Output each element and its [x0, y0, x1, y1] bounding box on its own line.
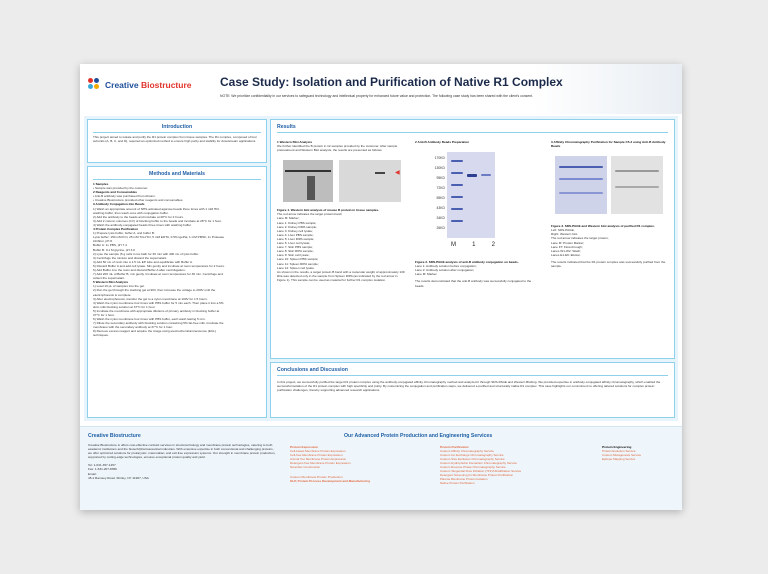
legend-line: Lane M: Protein Marker;: [551, 240, 585, 245]
western-outro: As shown in the results, a target protein B band with a molecular weight of approximately 130 kDa was detected only in the sample from Spleen RIPA (as indicated by the red arrow in Figure 1). This sample can be used as material for further R1 complex isolation.: [277, 269, 405, 282]
lane-label: 2: [491, 242, 495, 249]
gel-lanes: [447, 152, 495, 238]
legend-line: Lane 4: Liver PBS sample;: [277, 232, 314, 237]
services-heading: Our Advanced Protein Production and Engineering Services: [344, 433, 493, 439]
company-logo[interactable]: [88, 78, 191, 92]
service-link[interactable]: Epitope Mapping Service: [602, 457, 636, 462]
legend-line: Lane 11: Spleen RIPA sample;: [277, 261, 319, 266]
method-line: membrane with the secondary antibody at 37°C for 1 hour.: [93, 325, 174, 330]
method-line: Buffer B: 0.1 M glycine, pH 3.0: [93, 247, 135, 252]
legend-line: Lane 10: Spleen PBS sample;: [277, 257, 319, 262]
services-section: [290, 433, 676, 486]
service-link[interactable]: Custom Hydrophobic Interaction Chromatography Service: [440, 461, 517, 466]
results-heading: Results: [277, 124, 296, 130]
service-link[interactable]: Detergent Screening for Membrane Protein Purification: [440, 473, 514, 478]
method-line: collect the supernatant.: [93, 276, 125, 281]
western-intro: We further identified the B protein in 12 samples provided by the customer. After sample pretreatment and Western Blot analysis, the results are presented as follows.: [277, 144, 398, 153]
service-link[interactable]: Custom Reverse Phase Chromatography Service: [440, 465, 506, 470]
services-col-engineering: [602, 445, 676, 461]
services-col-expression: [290, 445, 430, 483]
service-link[interactable]: Animal Tier Membrane Protein Expression: [290, 457, 347, 462]
sds-page-image: [415, 150, 539, 258]
service-link[interactable]: Custom Size Exclusion Chromatography Service: [440, 457, 505, 462]
method-line: 3) After electrophoresis, transfer the gel to a nylon membrane at 100V for 1.5 hours.: [93, 296, 208, 301]
legend-line: Lane 9: Skin cell lysate;: [277, 253, 310, 258]
results-card: [270, 119, 675, 359]
results-col-affinity: [551, 140, 669, 268]
conclusion-heading: Conclusions and Discussion: [277, 367, 348, 373]
marker-label: 130KD: [434, 166, 445, 171]
method-line: • Sample was provided by the customer.: [93, 186, 149, 191]
poster: [80, 64, 682, 510]
method-line: • Creative Biostructure provided other reagents and consumables.: [93, 198, 184, 203]
legend-line: Lanes W1-W2: Wash;: [551, 248, 581, 253]
contact-info: [88, 463, 278, 479]
beads-outro: The results demonstrated that the anti-B antibody was successfully conjugated to the beads.: [415, 279, 532, 288]
legend-line: Lane FT: Flow-through;: [551, 244, 583, 249]
lane-label: M: [451, 242, 456, 249]
method-line: 6) Add Buffer A to the resin and discard Buffer A after centrifugation.: [93, 267, 186, 272]
marker-label: 34KD: [436, 216, 445, 221]
method-line: Buffer A: 1x PBS, pH 7.4: [93, 243, 127, 248]
poster-header: [80, 64, 682, 114]
method-line: 2 Reagents and Consumables: [93, 190, 138, 195]
western-title: 1 Western Blot Analysis: [277, 140, 313, 144]
legend-line: Lane 2: Antibody solution after conjugation;: [415, 268, 475, 273]
marker-label: 26KD: [436, 226, 445, 231]
service-link[interactable]: Custom Tangential Flow Filtration (TFF)/Ultrafiltration Service: [440, 469, 522, 474]
method-line: 2) Add the antibody to the beads and incubate at 28°C for 2 hours.: [93, 214, 184, 219]
lane-label: 1: [472, 242, 476, 249]
service-link[interactable]: Custom Affinity Chromatography Service: [440, 449, 494, 454]
method-line: 6) Wash the nylon membrane four times with PBS buffer, each wash lasting 5 min.: [93, 317, 206, 322]
figure2-legend: [415, 264, 539, 276]
poster-body: [84, 116, 678, 421]
legend-line: Lane 1: Kidney PBS sample;: [277, 220, 317, 225]
marker-label: 170KD: [434, 156, 445, 161]
methods-heading: Methods and Materials: [149, 171, 205, 177]
legend-line: The red arrow indicates the target protein band;: [277, 212, 343, 217]
introduction-text: This project aimed to isolate and purify the R1 protein complex from tissue samples. The R1 complex, composed of four subunits (A, B, C, and D), required an optimized method to ensure high purity and stability for downstream applications.: [93, 135, 257, 144]
method-line: 5 Western Blot Analysis: [93, 280, 129, 285]
method-line: 3) Centrifuge the mixture and discard the supernatant.: [93, 255, 168, 260]
header-image: [532, 64, 682, 114]
western-blot-image: [277, 154, 405, 206]
affinity-title: 3 Affinity Chromatography Purification for Sample C5-2 using Anti-B Antibody Beads: [551, 140, 666, 149]
legend-line: Lane M: Marker;: [277, 216, 300, 221]
method-line: • Anti-B antibody was purchased from Abcam.: [93, 194, 156, 199]
conclusion-card: [270, 362, 675, 418]
service-link[interactable]: Cell-based Membrane Protein Expression: [290, 449, 346, 454]
company-text: Creative Biostructure is offers cost-effective contract services in structural biology and membrane protein technologies, catering to both academic institutions and the biotech/pharmaceutical industries. With extensive expertise in both conventional and challenging proteins, we offer optimized solutions for prokaryotic, mammalian, and cell-free expression systems. Our strength in membrane protein production, supported by cutting-edge technologies, ensures exceptional protein quality and yield.: [88, 443, 276, 460]
expression-heading: Protein Expression: [290, 445, 319, 449]
service-link[interactable]: Plasma Membrane Protein Isolation: [440, 477, 488, 482]
introduction-heading: Introduction: [161, 124, 193, 130]
beads-title: 2 Anti-B Antibody Beads Preparation: [415, 140, 470, 144]
legend-line: Lanes E1-E6: Elution.: [551, 252, 581, 257]
method-line: 4) Wash the nylon membrane four times with PBS buffer for 5 min each. Then place it into a 5%: [93, 300, 224, 305]
figure3-caption: Figure 3. SDS-PAGE and Western blot analysis of purified R1 complex.: [551, 224, 655, 229]
method-line: 1) Wash an appropriate amount of NHS-activated agarose beads three times with 1 mM HCl: [93, 206, 220, 211]
service-link[interactable]: Nanodisc Construction: [290, 465, 321, 470]
company-heading: Creative Biostructure: [88, 433, 141, 439]
service-link[interactable]: Custom Ion Exchange Chromatography Service: [440, 453, 504, 458]
legend-line: Right: Western blot.: [551, 232, 579, 237]
introduction-card: [87, 119, 267, 163]
contact-line: 45-1 Ramsey Road, Shirley, NY 11967, USA: [88, 475, 149, 480]
page-title: Case Study: Isolation and Purification of Native R1 Complex: [220, 75, 563, 89]
conclusion-text: In this project, we successfully purified the target R1 protein complex using the antibody-conjugated affinity chromatography method and analyzed it through SDS-PAGE and Western Blotting. We provided expertise in antibody-conjugated affinity chromatography, which enabled the successful isolation of the R1 protein complex with high specificity and purity. By customizing the conjugation and purification steps, we delivered a purified and structurally stable R1 complex. This case highlights our commitment to offering tailored solutions for complex protein purification challenges, thereby supporting advanced research applications.: [277, 380, 661, 393]
confidentiality-note: NOTE: We prioritize confidentiality in our services to safeguard technology and intellectual property for enhanced future value and protection. The following case study has been shared with the client's consent.: [220, 94, 534, 98]
results-col-western: [277, 140, 405, 282]
contact-line: Fax: 1-631-207-8356: [88, 467, 117, 472]
methods-list: [93, 182, 261, 338]
service-link[interactable]: Protein Evolution Service: [602, 449, 636, 454]
methods-card: [87, 166, 267, 418]
target-arrow-icon: ◀: [395, 170, 400, 177]
legend-line: Lane 7: Skin PBS sample;: [277, 245, 313, 250]
service-link[interactable]: Cell-free Membrane Protein Expression: [290, 453, 343, 458]
figure2-caption: Figure 2. SDS-PAGE analysis of anti-B antibody conjugation on beads.: [415, 260, 519, 265]
method-line: 4) Add 50 mL of resin into a 1.5 mL EP tube and equilibrate with Buffer A.: [93, 259, 193, 264]
figure1-caption: Figure 1. Western blot analysis of mouse B protein in tissue samples.: [277, 208, 380, 213]
custom-production-link[interactable]: Custom Membrane Protein Production: [290, 475, 343, 480]
method-line: 4) Wash the antibody-conjugated beads three times with washing buffer.: [93, 222, 192, 227]
engineering-heading: Protein Engineering: [602, 445, 632, 449]
affinity-gel-image: [551, 152, 669, 222]
method-line: 5) Discard Buffer A and add cell lysate. Mix gently and incubate at room temperature for 2 hours.: [93, 263, 225, 268]
contact-line: Tel: 1-631-357-1457: [88, 463, 116, 468]
method-line: 4 Protein Complex Purification: [93, 227, 139, 232]
footer: [80, 426, 682, 510]
service-link[interactable]: Native Protein Purification: [440, 481, 475, 486]
legend-line: The red arrow indicates the target protein;: [551, 236, 609, 241]
logo-icon: [88, 78, 102, 92]
method-line: 3 Antibody Conjugation into Beads: [93, 202, 145, 207]
legend-line: Left: SDS-PAGE;: [551, 228, 575, 233]
legend-line: Lane 6: Liver cell lysate;: [277, 241, 311, 246]
marker-label: 43KD: [436, 206, 445, 211]
method-line: 37°C for 1 hour.: [93, 313, 115, 317]
method-line: Lysis buffer: 150 mM KCl, 25 mM Tris-HCl, 5 mM EDTA, 0.5% IgePal, 1 mM PMSF, 1x Protease: [93, 235, 225, 240]
method-line: 7) Dilute the secondary antibody with blocking solution containing 5% fat-free milk. Incubate the: [93, 321, 224, 326]
method-line: 7) Add 200 mL of Buffer B, mix gently. Incubate at room temperature for 30 min. Centrifuge and: [93, 272, 223, 277]
legend-line: Lane 2: Kidney RIPA sample;: [277, 224, 318, 229]
figure3-legend: [551, 228, 669, 257]
glp-link[interactable]: GLP, Protein Process Development and Manufacturing: [290, 479, 371, 484]
legend-line: Lane 5: Liver RIPA sample;: [277, 236, 315, 241]
method-line: 1 Samples: [93, 182, 109, 186]
service-link[interactable]: Detergent-free Membrane Protein Expression: [290, 461, 351, 466]
method-line: skim milk blocking solution at 37°C for 1 hour.: [93, 304, 156, 309]
method-line: 1) Load 10 μL of samples into the gel.: [93, 284, 145, 289]
service-link[interactable]: Custom Mutagenesis Service: [602, 453, 642, 458]
legend-line: Lane 1: Antibody solution before conjugation;: [415, 264, 477, 269]
method-line: techniques.: [93, 333, 109, 338]
marker-label: 95KD: [436, 176, 445, 181]
company-info: [88, 433, 278, 480]
contact-line: Email:: [88, 471, 97, 476]
marker-label: 55KD: [436, 196, 445, 201]
legend-line: Lane M: Marker.: [415, 272, 438, 277]
legend-line: Lane 3: Kidney cell lysate;: [277, 228, 313, 233]
affinity-outro: The results indicated that the R1 protein complex was successfully purified from the sample.: [551, 259, 666, 269]
method-line: 3) Add 2 column volumes (CV) of blocking buffer to the beads and incubate at 28°C for 1 hour.: [93, 218, 222, 223]
method-line: washing buffer, then wash once with conjugation buffer.: [93, 210, 169, 215]
legend-line: Lane 8: Skin RIPA sample;: [277, 249, 314, 254]
figure1-legend: [277, 212, 405, 269]
method-line: 1) Prepare lysis buffer, buffer A, and buffer B:: [93, 231, 155, 236]
method-line: 2) Run the gel through the stacking gel at 90V, then increase the voltage to 200V until the: [93, 288, 216, 293]
method-line: inhibitor, pH 8.: [93, 239, 113, 244]
method-line: 2) Lyse the sample (5 g cells in ice bath for 30 min with 400 mL of lysis buffer.: [93, 251, 199, 256]
method-line: electrophoresis is complete.: [93, 292, 132, 297]
purification-heading: Protein Purification: [440, 445, 469, 449]
logo-text: Creative Biostructure: [105, 80, 192, 90]
method-line: 8) Remove excess reagent and acquire the image using electrochemiluminescence (ECL): [93, 329, 216, 334]
marker-label: 72KD: [436, 186, 445, 191]
services-col-purification: [440, 445, 590, 485]
results-col-beads: [415, 140, 539, 288]
legend-line: Lane 12: Spleen cell lysate.: [277, 265, 315, 270]
method-line: 5) Incubate the membrane with appropriate dilutions of primary antibody in blocking buffer at: [93, 308, 220, 313]
